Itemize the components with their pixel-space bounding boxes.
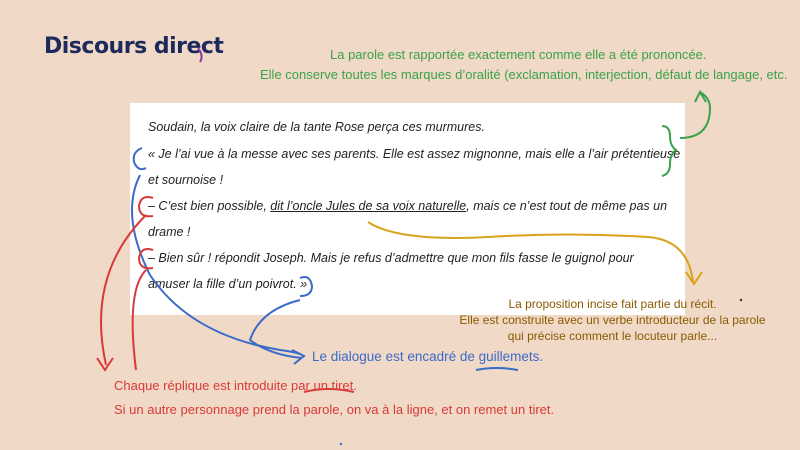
red-underline: [304, 389, 354, 392]
text-line-2: « Je l’ai vue à la messe avec ses parents. Elle est assez mignonne, mais elle a l’air prétentieuse: [148, 147, 681, 161]
green-arrow: [680, 92, 710, 138]
green-arrow-head: [695, 92, 706, 102]
text-line-4-end: , mais ce n’est tout de même pas un: [466, 199, 668, 213]
red-note-line-1: Chaque réplique est introduite par un tiret.: [114, 378, 357, 393]
red-note-line-2: Si un autre personnage prend la parole, on va à la ligne, et on remet un tiret.: [114, 402, 555, 417]
text-line-7: amuser la fille d’un poivrot. »: [148, 277, 308, 291]
blue-line-1: [132, 175, 300, 354]
blue-underline: [476, 368, 518, 370]
red-line: [101, 215, 146, 365]
text-line-5: drame !: [148, 225, 191, 239]
red-circle-1: [139, 197, 153, 216]
green-bracket: [662, 126, 676, 176]
orange-note-line-2: Elle est construite avec un verbe introducteur de la parole: [459, 313, 766, 327]
orange-line: [368, 222, 693, 282]
blue-note: Le dialogue est encadré de guillemets.: [312, 349, 544, 364]
text-line-3: et sournoise !: [148, 173, 224, 187]
green-note-line-2: Elle conserve toutes les marques d’oralité (exclamation, interjection, défaut de langage, etc.: [260, 67, 788, 82]
incise-underlined: dit l’oncle Jules de sa voix naturelle: [270, 199, 467, 213]
text-line-6: – Bien sûr ! répondit Joseph. Mais je refus d’admettre que mon fils fasse le guignol pour: [148, 251, 634, 265]
green-note-line-1: La parole est rapportée exactement comme elle a été prononcée.: [330, 47, 707, 62]
title-accent: [198, 48, 202, 62]
orange-note-line-1: La proposition incise fait partie du récit.: [508, 297, 717, 311]
red-line-2: [133, 270, 146, 370]
dot-1: [740, 299, 742, 301]
orange-arrow-head: [686, 272, 702, 284]
dash-reply-1: – C’est bien possible,: [148, 199, 271, 213]
blue-circle-open: [134, 148, 146, 169]
text-line-1: Soudain, la voix claire de la tante Rose perça ces murmures.: [148, 120, 485, 134]
dot-2: [340, 443, 342, 445]
orange-note-line-3: qui précise comment le locuteur parle...: [507, 329, 718, 343]
page-title: Discours direct: [44, 34, 224, 59]
blue-circle-close: [300, 277, 312, 296]
